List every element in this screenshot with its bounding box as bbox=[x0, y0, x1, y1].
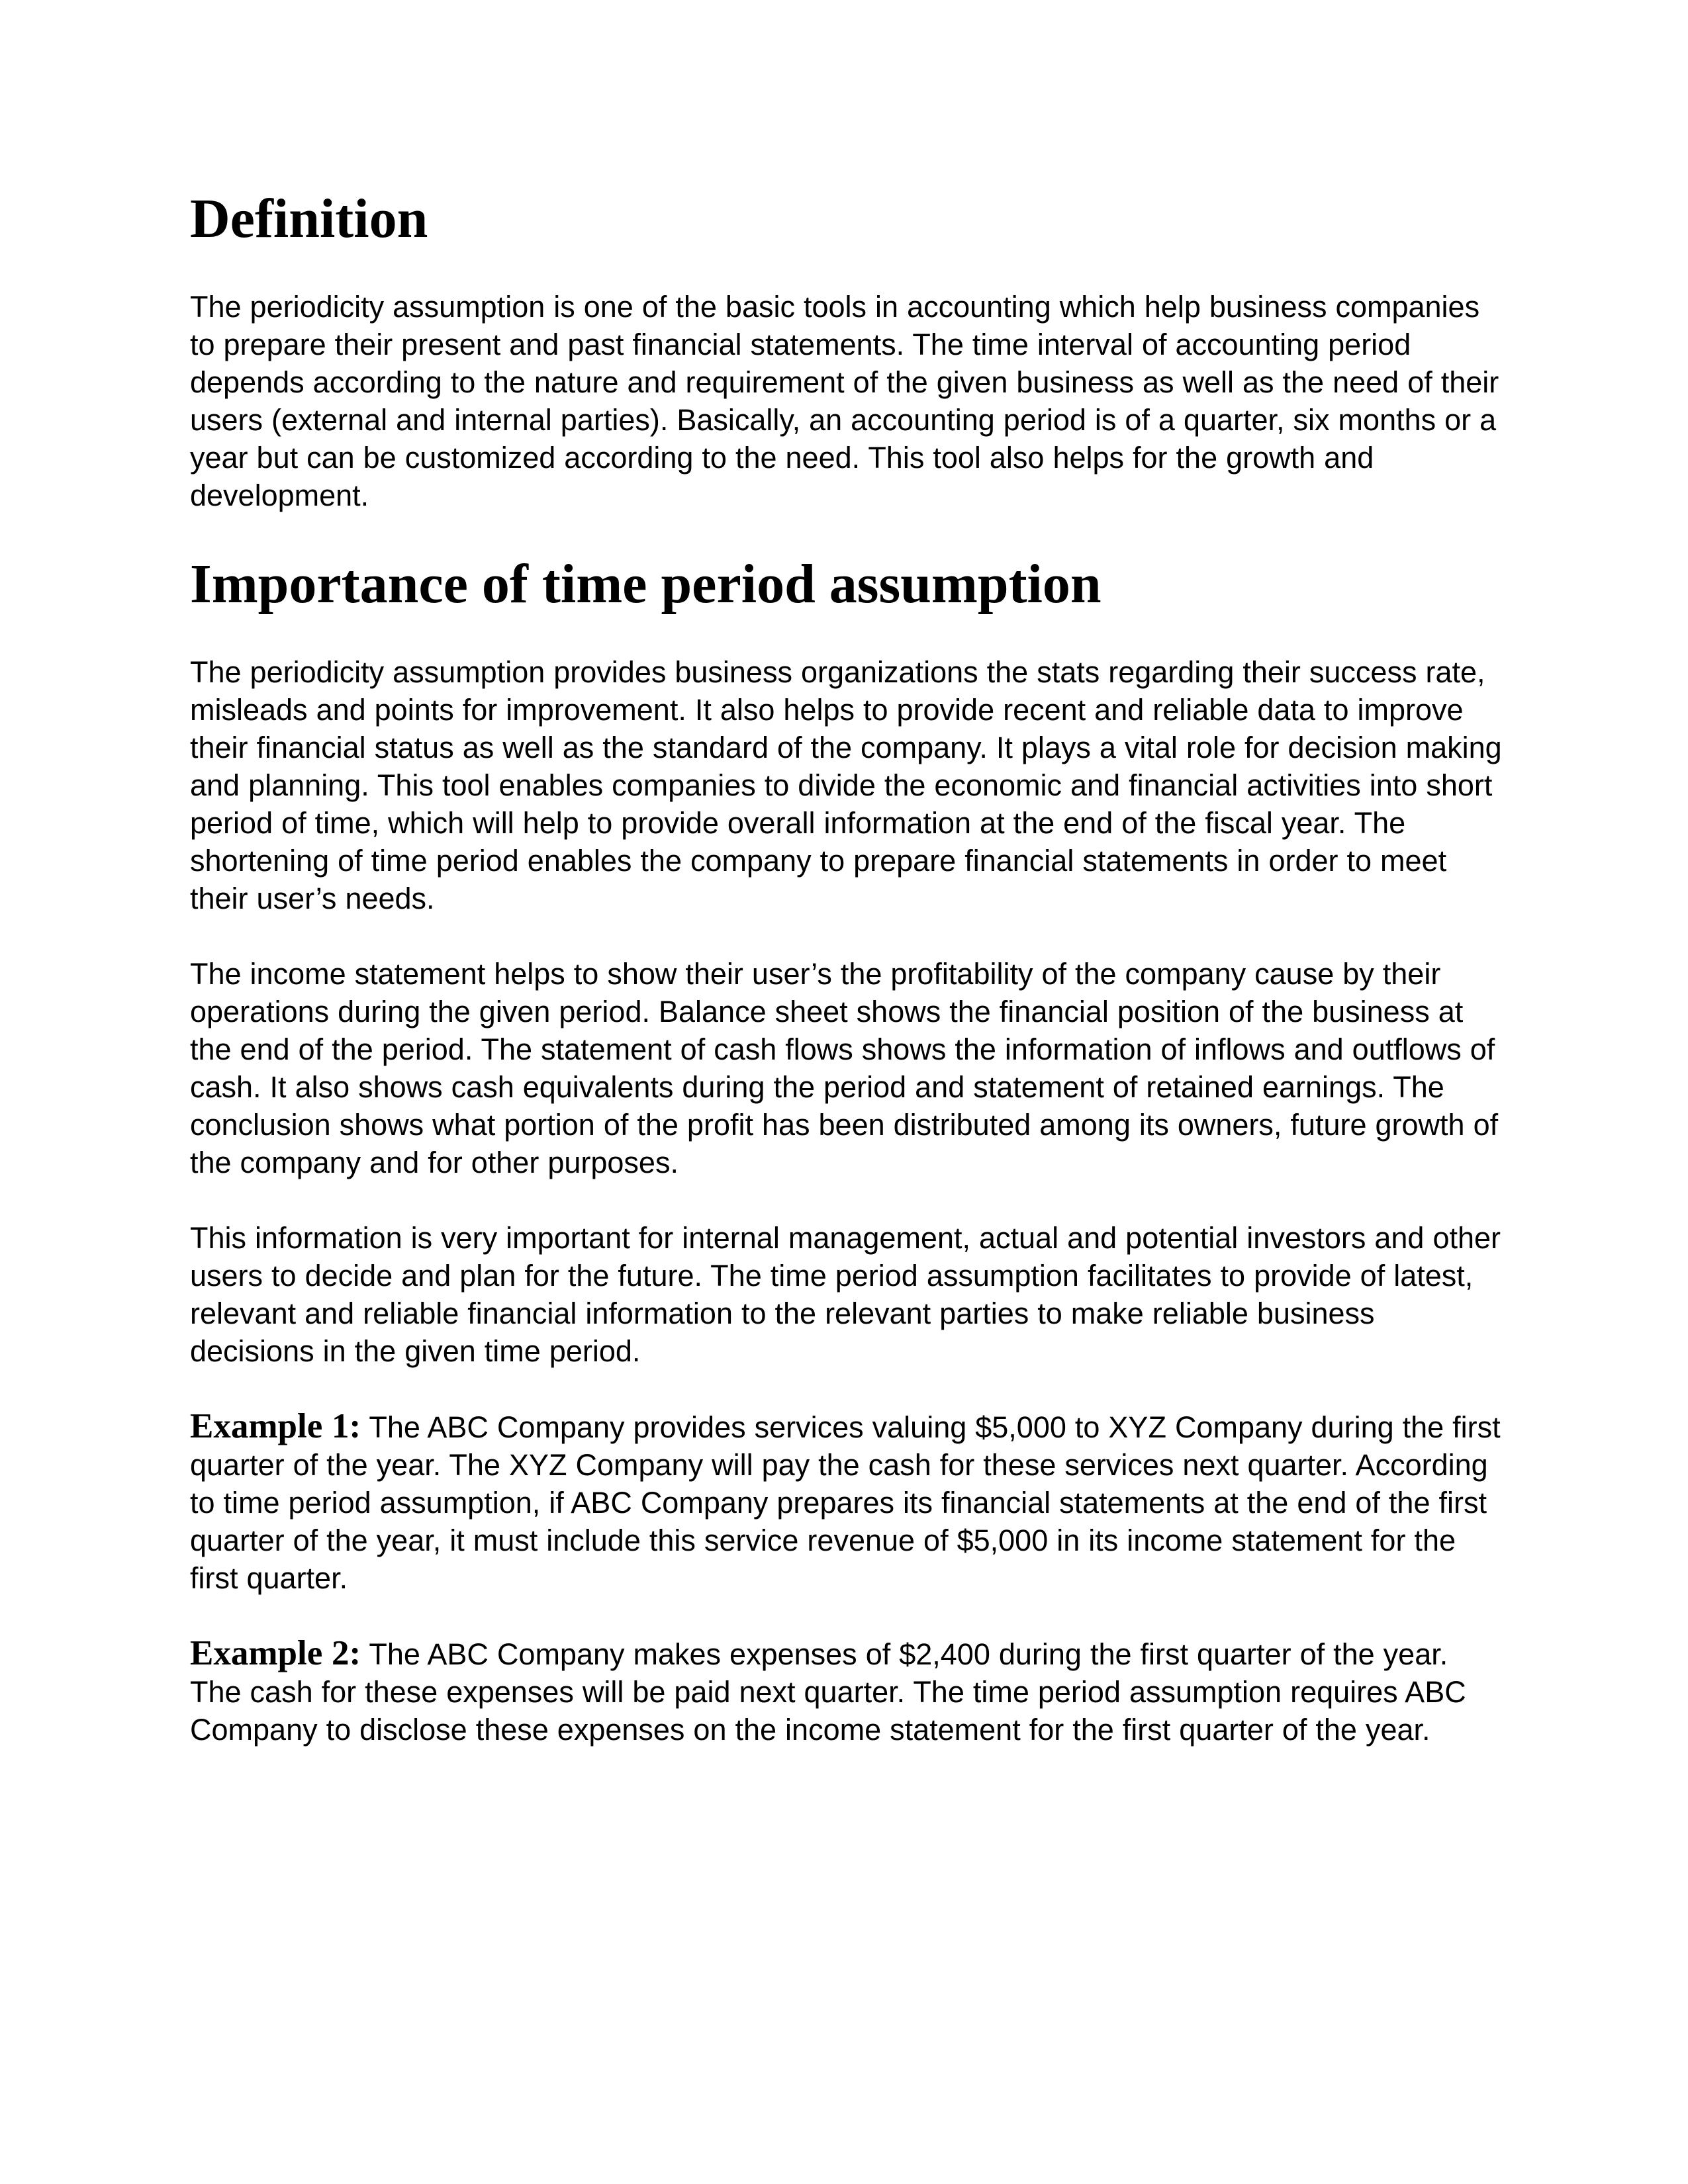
paragraph-importance-3: This information is very important for internal management, actual and potential investors and other users to decide and plan for the future. The time period assumption facilitates to provide of latest, relevant and reliable financial information to the relevant parties to make reliable business decisions in the given time period. bbox=[190, 1221, 1501, 1368]
example-2-text: The ABC Company makes expenses of $2,400 during the first quarter of the year. The cash for these expenses will be paid next quarter. The time period assumption requires ABC Company to disclose these expenses on the income statement for the first quarter of the year. bbox=[190, 1637, 1466, 1747]
example-2-label: Example 2: bbox=[190, 1634, 361, 1672]
paragraph-definition: The periodicity assumption is one of the basic tools in accounting which help business companies to prepare their present and past financial statements. The time interval of accounting period depends according to the nature and requirement of the given business as well as the need of their users (external and internal parties). Basically, an accounting period is of a quarter, six months or a year but can be customized according to the need. This tool also helps for the growth and development. bbox=[190, 290, 1499, 512]
paragraph-importance-2: The income statement helps to show their user’s the profitability of the company cause by their operations during the given period. Balance sheet shows the financial position of the business at the end of the period. The statement of cash flows shows the information of inflows and outflows of cash. It also shows cash equivalents during the period and statement of retained earnings. The conclusion shows what portion of the profit has been distributed among its owners, future growth of the company and for other purposes. bbox=[190, 957, 1499, 1179]
example-1-label: Example 1: bbox=[190, 1407, 361, 1445]
paragraph-example-1 bbox=[190, 1408, 1503, 1597]
paragraph-example-2 bbox=[190, 1635, 1503, 1749]
example-1-text: The ABC Company provides services valuing $5,000 to XYZ Company during the first quarter of the year. The XYZ Company will pay the cash for these services next quarter. According to time period assumption, if ABC Company prepares its financial statements at the end of the first quarter of the year, it must include this service revenue of $5,000 in its income statement for the first quarter. bbox=[190, 1410, 1501, 1595]
heading-importance-of-time-period-assumption: Importance of time period assumption bbox=[190, 553, 1102, 615]
paragraph-importance-1: The periodicity assumption provides business organizations the stats regarding their success rate, misleads and points for improvement. It also helps to provide recent and reliable data to improve their financial status as well as the standard of the company. It plays a vital role for decision making and planning. This tool enables companies to divide the economic and financial activities into short period of time, which will help to provide overall information at the end of the fiscal year. The shortening of time period enables the company to prepare financial statements in order to meet their user’s needs. bbox=[190, 655, 1502, 915]
heading-definition: Definition bbox=[190, 188, 428, 250]
